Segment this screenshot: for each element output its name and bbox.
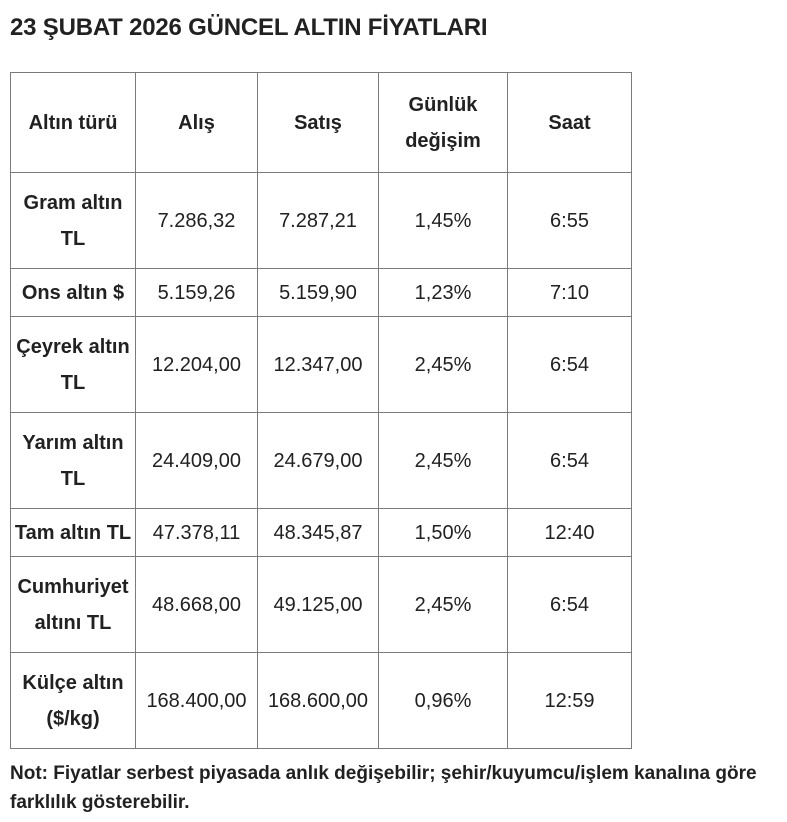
column-header-daily-change: Günlük değişim [379,73,508,173]
column-header-gold-type: Altın türü [11,73,136,173]
daily-change: 1,50% [379,509,508,557]
gold-type-label: Külçe altın ($/kg) [11,653,136,749]
page-title: 23 ŞUBAT 2026 GÜNCEL ALTIN FİYATLARI [10,14,488,41]
time-value: 6:54 [508,317,632,413]
sell-price: 12.347,00 [258,317,379,413]
buy-price: 24.409,00 [136,413,258,509]
gold-type-label: Gram altın TL [11,173,136,269]
daily-change: 2,45% [379,413,508,509]
buy-price: 47.378,11 [136,509,258,557]
daily-change: 1,45% [379,173,508,269]
table-header-row [11,73,632,173]
sell-price: 49.125,00 [258,557,379,653]
sell-price: 5.159,90 [258,269,379,317]
time-value: 6:55 [508,173,632,269]
buy-price: 12.204,00 [136,317,258,413]
buy-price: 168.400,00 [136,653,258,749]
time-value: 6:54 [508,557,632,653]
daily-change: 0,96% [379,653,508,749]
column-header-buy: Alış [136,73,258,173]
table-row-cumhuriyet-altini [11,557,632,653]
table-row-kulce-altin [11,653,632,749]
table-row-ceyrek-altin [11,317,632,413]
daily-change: 2,45% [379,317,508,413]
gold-type-label: Yarım altın TL [11,413,136,509]
table-row-ons-altin [11,269,632,317]
buy-price: 5.159,26 [136,269,258,317]
buy-price: 48.668,00 [136,557,258,653]
gold-type-label: Ons altın $ [11,269,136,317]
gold-prices-table [10,72,632,749]
footnote: Not: Fiyatlar serbest piyasada anlık değişebilir; şehir/kuyumcu/işlem kanalına göre farklılık gösterebilir. [10,763,757,814]
daily-change: 1,23% [379,269,508,317]
daily-change: 2,45% [379,557,508,653]
time-value: 12:40 [508,509,632,557]
table-row-tam-altin [11,509,632,557]
sell-price: 24.679,00 [258,413,379,509]
time-value: 12:59 [508,653,632,749]
column-header-sell: Satış [258,73,379,173]
sell-price: 48.345,87 [258,509,379,557]
gold-type-label: Çeyrek altın TL [11,317,136,413]
gold-type-label: Tam altın TL [11,509,136,557]
time-value: 6:54 [508,413,632,509]
table-row-yarim-altin [11,413,632,509]
time-value: 7:10 [508,269,632,317]
buy-price: 7.286,32 [136,173,258,269]
column-header-time: Saat [508,73,632,173]
sell-price: 7.287,21 [258,173,379,269]
gold-type-label: Cumhuriyet altını TL [11,557,136,653]
table-row-gram-altin [11,173,632,269]
sell-price: 168.600,00 [258,653,379,749]
